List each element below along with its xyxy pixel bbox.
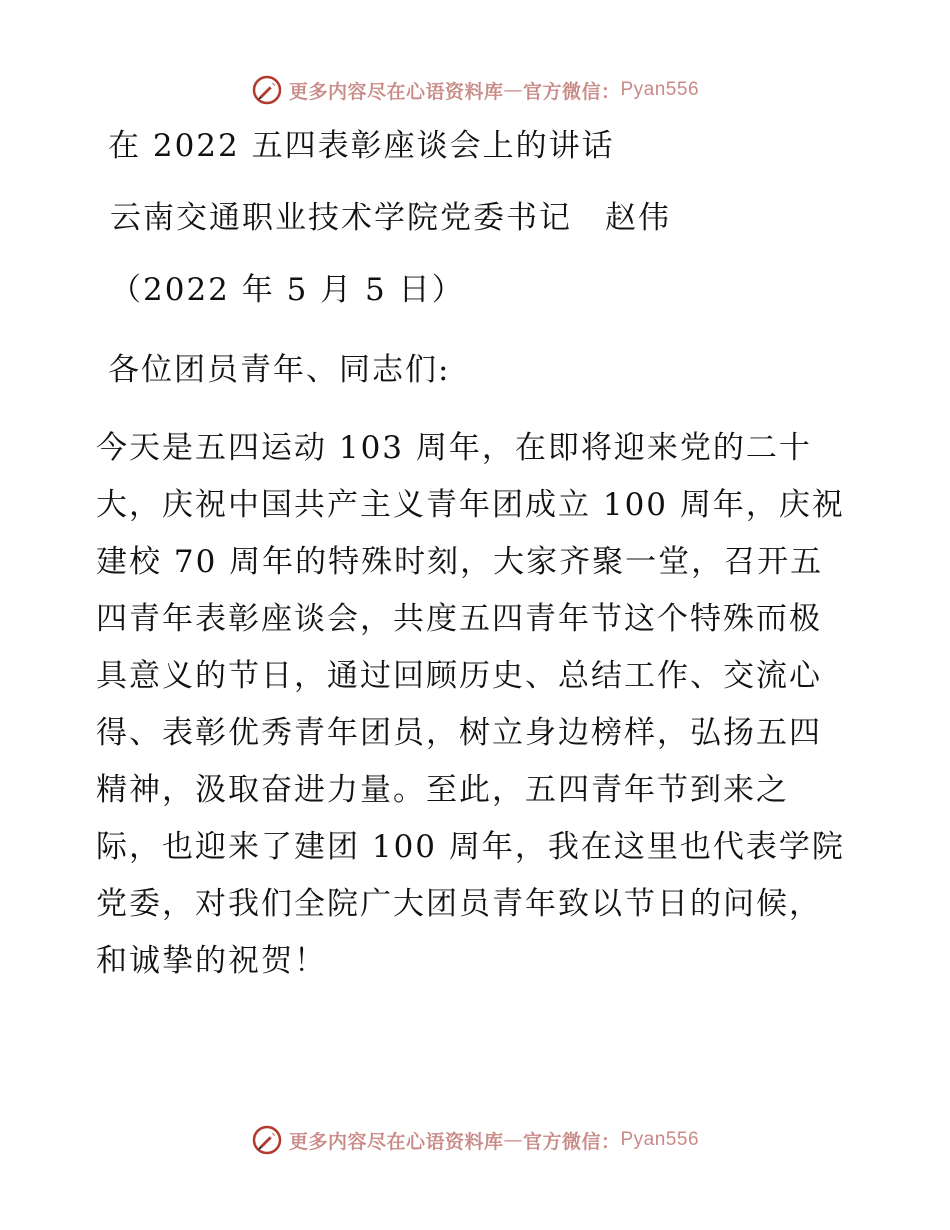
paragraph-line: 际，也迎来了建团 100 周年，我在这里也代表学院 <box>96 829 845 865</box>
paragraph-line: 大，庆祝中国共产主义青年团成立 100 周年，庆祝 <box>96 487 845 523</box>
quill-logo-icon <box>251 1124 283 1156</box>
header-watermark <box>0 72 950 108</box>
paragraph-line: 建校 70 周年的特殊时刻，大家齐聚一堂，召开五 <box>96 544 824 580</box>
footer-watermark <box>0 1122 950 1158</box>
quill-logo-icon <box>251 74 283 106</box>
paragraph-line: 和诚挚的祝贺！ <box>96 943 327 979</box>
paragraph-line: 四青年表彰座谈会，共度五四青年节这个特殊而极 <box>96 601 822 637</box>
watermark-wechat-id: Pyan556 <box>620 79 700 100</box>
document-title: 在 2022 五四表彰座谈会上的讲话 <box>108 128 615 164</box>
paragraph-line: 今天是五四运动 103 周年，在即将迎来党的二十 <box>96 430 812 466</box>
paragraph-line: 党委，对我们全院广大团员青年致以节日的问候， <box>96 886 822 922</box>
watermark-wechat-label: 官方微信： <box>522 80 621 103</box>
document-greeting: 各位团员青年、同志们: <box>108 352 451 388</box>
watermark-separator: — <box>503 1129 523 1151</box>
document-author: 云南交通职业技术学院党委书记 赵伟 <box>110 200 671 236</box>
watermark-wechat-id: Pyan556 <box>620 1129 700 1150</box>
paragraph-line: 具意义的节日，通过回顾历史、总结工作、交流心 <box>96 658 822 694</box>
watermark-main-text: 更多内容尽在心语资料库 <box>288 1130 504 1153</box>
document-date: （2022 年 5 月 5 日） <box>110 272 465 308</box>
paragraph-line: 得、表彰优秀青年团员，树立身边榜样，弘扬五四 <box>96 715 822 751</box>
watermark-main-text: 更多内容尽在心语资料库 <box>288 80 504 103</box>
document-paragraph <box>96 420 856 990</box>
paragraph-line: 精神，汲取奋进力量。至此，五四青年节到来之 <box>96 772 789 808</box>
watermark-wechat-label: 官方微信： <box>522 1130 621 1153</box>
watermark-separator: — <box>503 79 523 101</box>
